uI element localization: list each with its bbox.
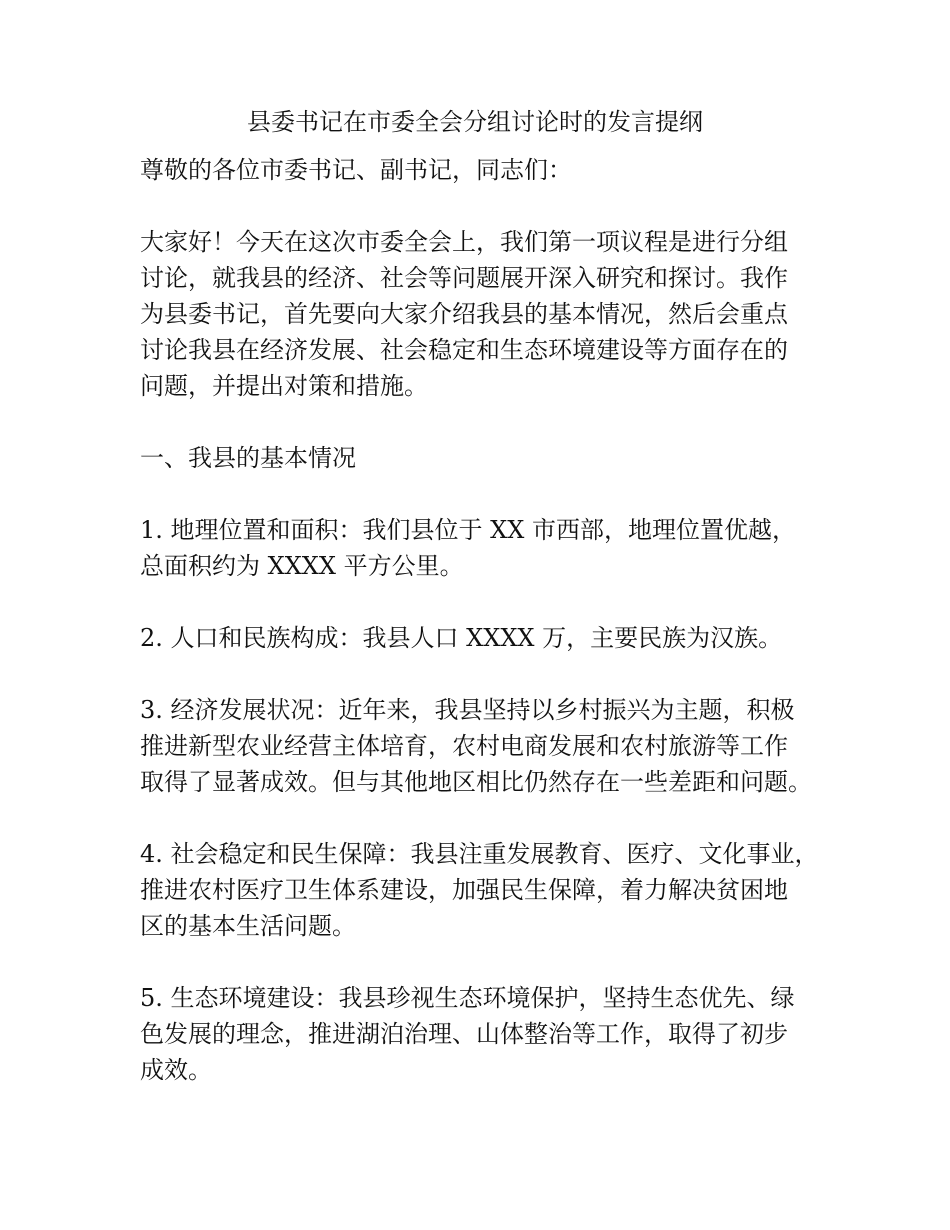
paragraph-line: 成效。 bbox=[140, 1056, 212, 1084]
paragraph-line: 推进新型农业经营主体培育，农村电商发展和农村旅游等工作 bbox=[140, 732, 788, 760]
list-item-geography bbox=[140, 512, 830, 584]
list-item-ecology bbox=[140, 980, 830, 1088]
paragraph-line: 问题，并提出对策和措施。 bbox=[140, 372, 428, 400]
paragraph-line: 总面积约为 XXXX 平方公里。 bbox=[140, 552, 464, 580]
paragraph-line: 1. 地理位置和面积：我们县位于 XX 市西部，地理位置优越， bbox=[140, 516, 796, 544]
paragraph-line: 色发展的理念，推进湖泊治理、山体整治等工作，取得了初步 bbox=[140, 1020, 788, 1048]
paragraph-line: 3. 经济发展状况：近年来，我县坚持以乡村振兴为主题，积极 bbox=[140, 696, 795, 724]
intro-paragraph bbox=[140, 224, 830, 404]
list-item-population bbox=[140, 620, 830, 656]
paragraph-line: 4. 社会稳定和民生保障：我县注重发展教育、医疗、文化事业， bbox=[140, 840, 819, 868]
document-body bbox=[140, 152, 830, 1124]
paragraph-line: 区的基本生活问题。 bbox=[140, 912, 356, 940]
paragraph-line: 讨论，就我县的经济、社会等问题展开深入研究和探讨。我作 bbox=[140, 264, 788, 292]
paragraph-line: 讨论我县在经济发展、社会稳定和生态环境建设等方面存在的 bbox=[140, 336, 788, 364]
list-item-economy bbox=[140, 692, 830, 800]
paragraph-line: 为县委书记，首先要向大家介绍我县的基本情况，然后会重点 bbox=[140, 300, 788, 328]
paragraph-line: 大家好！今天在这次市委全会上，我们第一项议程是进行分组 bbox=[140, 228, 788, 256]
paragraph-line: 推进农村医疗卫生体系建设，加强民生保障，着力解决贫困地 bbox=[140, 876, 788, 904]
list-item-social bbox=[140, 836, 830, 944]
paragraph-line: 2. 人口和民族构成：我县人口 XXXX 万，主要民族为汉族。 bbox=[140, 624, 783, 652]
salutation: 尊敬的各位市委书记、副书记，同志们： bbox=[140, 156, 572, 184]
section-heading: 一、我县的基本情况 bbox=[140, 444, 356, 472]
paragraph-line: 5. 生态环境建设：我县珍视生态环境保护，坚持生态优先、绿 bbox=[140, 984, 795, 1012]
document-title: 县委书记在市委全会分组讨论时的发言提纲 bbox=[247, 108, 703, 136]
paragraph-line: 取得了显著成效。但与其他地区相比仍然存在一些差距和问题。 bbox=[140, 768, 812, 796]
